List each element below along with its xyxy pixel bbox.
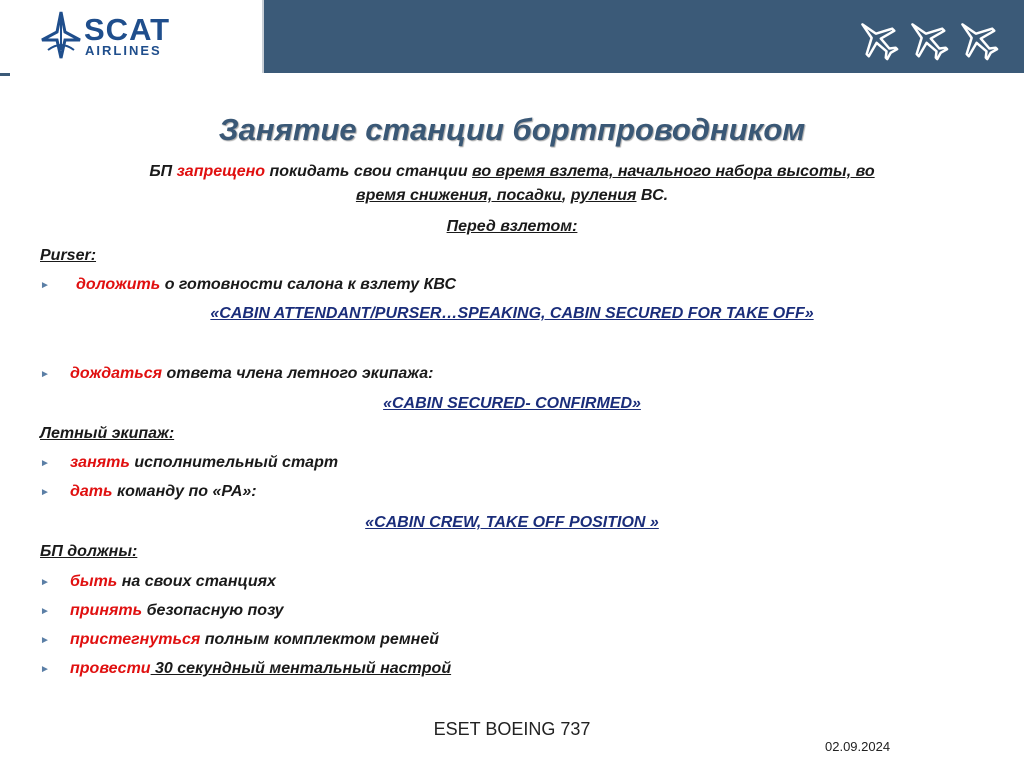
phrase-cabin-secured: «CABIN ATTENDANT/PURSER…SPEAKING, CABIN SECURED FOR TAKE OFF»: [210, 305, 814, 322]
triangle-bullet-icon: ►: [40, 487, 50, 498]
fa-item-text: безопасную позу: [142, 602, 284, 619]
triangle-bullet-icon: ►: [40, 458, 50, 469]
before-takeoff-heading: Перед взлетом:: [446, 218, 578, 235]
page-title: Занятие станции бортпроводником: [218, 112, 806, 147]
crew-item-verb: занять: [70, 454, 130, 471]
fa-item-text: полным комплектом ремней: [200, 631, 439, 648]
scat-emblem-icon: [40, 10, 82, 60]
triangle-bullet-icon: ►: [40, 577, 50, 588]
purser-label: Purser:: [40, 247, 97, 264]
purser-item-text: о готовности салона к взлету КВС: [160, 276, 457, 293]
airplanes-icon: [856, 12, 1006, 68]
crew-item-verb: дать: [70, 483, 113, 500]
fa-label: БП должны:: [40, 543, 138, 560]
slide-date: 02.09.2024: [825, 739, 891, 754]
triangle-bullet-icon: ►: [40, 635, 50, 646]
crew-item-text: команду по «PA»:: [112, 483, 257, 500]
logo-sub-text: AIRLINES: [85, 43, 162, 58]
intro-line-1: [0, 163, 1024, 181]
fa-item-verb: принять: [70, 602, 143, 619]
header-accent-strip: [0, 73, 10, 76]
purser-item-report: [76, 276, 456, 294]
fa-item-verb: быть: [70, 573, 118, 590]
intro-aircraft: ВС.: [636, 187, 669, 204]
fa-item-text: 30 секундный ментальный настрой: [150, 660, 452, 677]
intro-text: покидать свои станции: [265, 163, 473, 180]
fa-item-brace: [70, 602, 284, 620]
phrase-takeoff-position: «CABIN CREW, TAKE OFF POSITION »: [365, 514, 659, 531]
intro-forbidden: запрещено: [176, 163, 266, 180]
purser-item-verb: дождаться: [70, 365, 163, 382]
fa-item-review: [70, 660, 451, 678]
intro-phases-2: время снижения, посадки: [355, 187, 562, 204]
phrase-confirmed: «CABIN SECURED- CONFIRMED»: [383, 395, 641, 412]
purser-item-verb: доложить: [76, 276, 161, 293]
logo-panel: [0, 0, 264, 73]
triangle-bullet-icon: ►: [40, 606, 50, 617]
intro-subject: БП: [149, 163, 177, 180]
purser-item-wait: [70, 365, 433, 383]
logo-main-text: SCAT: [84, 12, 171, 47]
crew-item-lineup: [70, 454, 338, 472]
purser-item-text: ответа члена летного экипажа:: [162, 365, 434, 382]
crew-label: Летный экипаж:: [40, 425, 175, 442]
crew-item-text: исполнительный старт: [129, 454, 339, 471]
triangle-bullet-icon: ►: [40, 369, 50, 380]
fa-item-verb: пристегнуться: [70, 631, 201, 648]
footer-text: ESET BOEING 737: [433, 719, 591, 739]
intro-comma: ,: [561, 187, 571, 204]
fa-item-text: на своих станциях: [117, 573, 276, 590]
crew-item-command: [70, 483, 257, 501]
fa-item-verb: провести: [70, 660, 151, 677]
fa-item-fasten: [70, 631, 439, 649]
fa-item-stations: [70, 573, 276, 591]
intro-phases-1: во время взлета, начального набора высоты, во: [472, 163, 875, 180]
triangle-bullet-icon: ►: [40, 664, 50, 675]
triangle-bullet-icon: ►: [40, 280, 50, 291]
intro-taxi: руления: [570, 187, 637, 204]
scat-logo: [40, 10, 210, 60]
intro-line-2: [0, 187, 1024, 205]
